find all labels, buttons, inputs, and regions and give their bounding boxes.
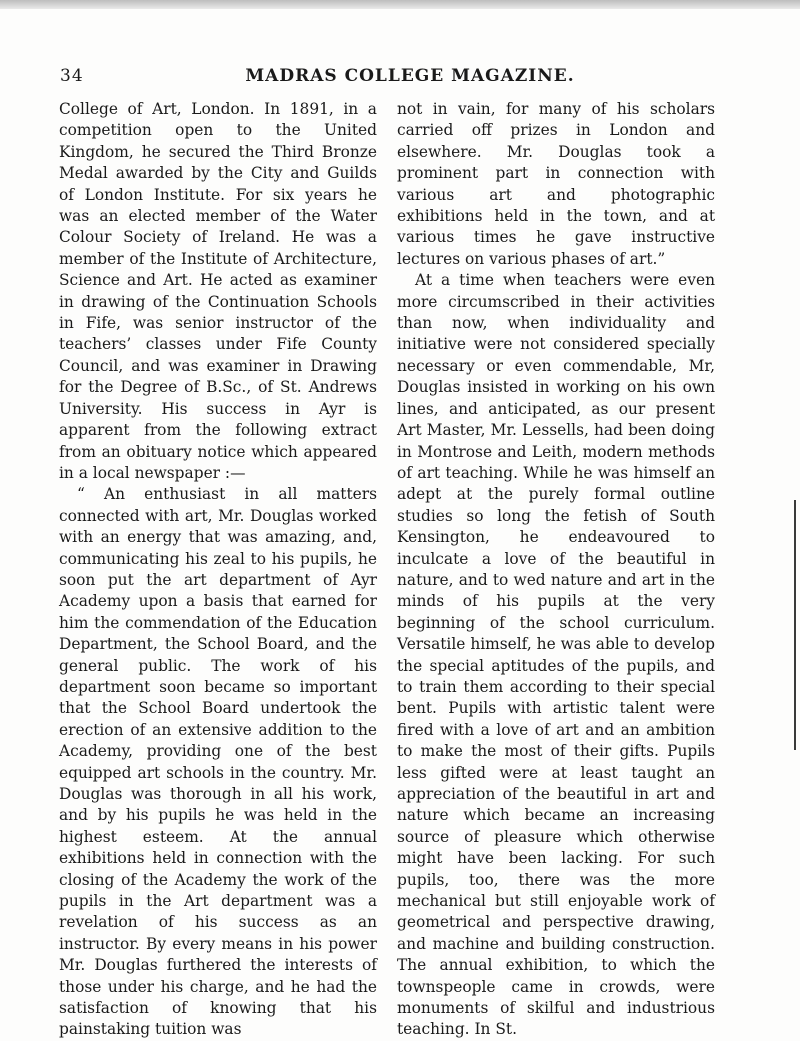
- scan-top-edge: [0, 0, 800, 9]
- right-paragraph-2: At a time when teachers were even more circumscribed in their activities than now, when individuality and initiative were not considered specially necessary or even commendable, Mr, Douglas insisted in working on his own lines, and anticipated, as our present Art Master, Mr. Lessells, had been doing in Montrose and Leith, modern methods of art teaching. While he was himself an adept at the purely formal outline studies so long the fetish of South Kensington, he endeavoured to inculcate a love of the beautiful in nature, and to wed nature and art in the minds of his pupils at the very beginning of the school curriculum. Versatile himself, he was able to develop the special aptitudes of the pupils, and to train them according to their special bent. Pupils with artistic talent were fired with a love of art and an ambition to make the most of their gifts. Pupils less gifted were at least taught an appreciation of the beautiful in art and nature which became an increasing source of pleasure which otherwise might have been lacking. For such pupils, too, there was the more mechanical but still enjoyable work of geometrical and perspective drawing, and machine and building construction. The annual exhibition, to which the townspeople came in crowds, were monuments of skilful and industrious teaching. In St.: [397, 271, 715, 1039]
- scan-edge-mark: [794, 500, 796, 750]
- left-column: [59, 99, 377, 1041]
- page-number: 34: [60, 66, 84, 86]
- left-paragraph-2: “ An enthusiast in all matters connected with art, Mr. Douglas worked with an energy that was amazing, and, communicating his zeal to his pupils, he soon put the art department of Ayr Academy upon a basis that earned for him the commendation of the Education Department, the School Board, and the general public. The work of his department soon became so important that the School Board undertook the erection of an extensive addition to the Academy, providing one of the best equipped art schools in the country. Mr. Douglas was thorough in all his work, and by his pupils he was held in the highest esteem. At the annual exhibitions held in connection with the closing of the Academy the work of the pupils in the Art department was a revelation of his success as an instructor. By every means in his power Mr. Douglas furthered the interests of those under his charge, and he had the satisfaction of knowing that his painstaking tuition was: [59, 485, 377, 1039]
- left-paragraph-1: College of Art, London. In 1891, in a competition open to the United Kingdom, he secured the Third Bronze Medal awarded by the City and Guilds of London Institute. For six years he was an elected member of the Water Colour Society of Ireland. He was a member of the Institute of Architecture, Science and Art. He acted as examiner in drawing of the Continuation Schools in Fife, was senior instructor of the teachers’ classes under Fife County Council, and was examiner in Drawing for the Degree of B.Sc., of St. Andrews University. His success in Ayr is apparent from the following extract from an obituary notice which appeared in a local newspaper :—: [59, 100, 377, 482]
- right-column: [397, 99, 715, 1041]
- page-header: [60, 66, 760, 90]
- right-paragraph-1: not in vain, for many of his scholars carried off prizes in London and elsewhere. Mr. Douglas took a prominent part in connection with various art and photographic exhibitions held in the town, and at various times he gave instructive lectures on various phases of art.”: [397, 100, 715, 268]
- running-title: MADRAS COLLEGE MAGAZINE.: [245, 66, 575, 86]
